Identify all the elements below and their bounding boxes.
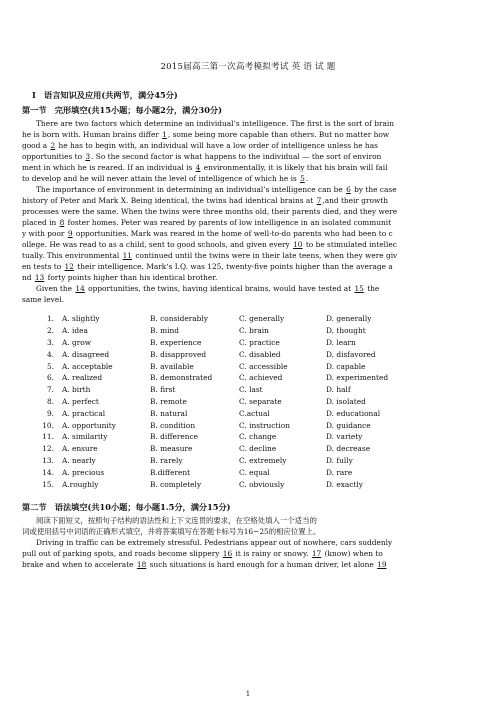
line-text: y with poor <box>22 229 67 238</box>
text-line <box>22 294 474 305</box>
option-row <box>22 419 474 431</box>
option-choice: B. demonstrated <box>150 373 213 383</box>
question-number: 5. <box>46 361 54 371</box>
line-text: same level. <box>22 295 64 304</box>
text-line <box>22 515 474 526</box>
line-text: , some being more capable than others. But no matter how <box>167 130 390 139</box>
text-line <box>22 526 474 537</box>
option-choice: A. similarity <box>62 432 108 442</box>
line-text: to be stimulated intellec <box>303 240 397 249</box>
line-text: foster homes. Peter was reared by parents of low intelligence in an isolated communit <box>65 218 392 227</box>
text-line <box>22 559 474 570</box>
line-text: . So the second factor is what happens to the individual — the sort of environ <box>91 152 382 161</box>
option-row <box>22 407 474 419</box>
option-choice: D. guidance <box>326 420 371 430</box>
blank-number: 9 <box>67 229 73 238</box>
option-choice: B. natural <box>150 408 188 418</box>
option-choice: A. practical <box>62 408 106 418</box>
option-row <box>22 337 474 349</box>
option-choice: B. condition <box>150 420 196 430</box>
option-row <box>22 384 474 396</box>
option-choice: B. disapproved <box>150 349 207 359</box>
line-text: history of Peter and Mark X. Being identical, the twins had identical brains at <box>22 196 316 205</box>
text-line <box>22 162 474 173</box>
blank-number: 16 <box>222 548 233 558</box>
line-text: tually. This environmental <box>22 251 122 260</box>
option-choice: B. measure <box>150 444 193 454</box>
line-text: opportunities to <box>22 152 85 161</box>
line-text: it is rainy or snowy. <box>233 548 311 558</box>
option-row <box>22 466 474 478</box>
option-choice: A. disagreed <box>62 349 110 359</box>
line-text: to develop and he will never attain the level of intelligence of which he is <box>22 174 300 183</box>
option-row <box>22 325 474 337</box>
question-number: 10. <box>42 420 54 430</box>
part2-heading: 第二节 语法填空(共10小题；每小题1.5分，满分15分) <box>22 501 231 512</box>
text-line <box>22 129 474 140</box>
option-choice: D. capable <box>326 361 366 371</box>
line-text: . <box>305 174 309 183</box>
option-choice: C. last <box>239 385 263 395</box>
line-text: ment in which he is reared. If an individual is <box>22 163 195 172</box>
blank-number: 3 <box>85 152 91 161</box>
line-text: continued until the twins were in their late teens, when they were giv <box>133 251 398 260</box>
question-number: 3. <box>46 337 54 347</box>
option-choice: A. grow <box>62 337 92 347</box>
line-text: such situations is hard enough for a human driver, let alone <box>147 559 377 569</box>
blank-number: 17 <box>311 548 322 558</box>
line-text: he is born with. Human brains differ <box>22 130 162 139</box>
question-number: 11. <box>42 432 54 442</box>
text-line <box>22 272 474 283</box>
text-line <box>22 206 474 217</box>
line-text: (know) when to <box>322 548 383 558</box>
exam-title: 2015届高三第一次高考模拟考试 英 语 试 题 <box>160 62 336 72</box>
blank-number: 19 <box>377 559 387 569</box>
line-text: 词或使用括号中词语的正确形式填空，并将答案填写在答题卡标号为16~25的相应位置上。 <box>22 526 321 536</box>
text-line <box>22 173 474 184</box>
option-row <box>22 360 474 372</box>
blank-number: 13 <box>34 273 45 282</box>
line-text: There are two factors which determine an individual’s intelligence. The first is the sort of brain <box>36 119 395 128</box>
blank-number: 14 <box>75 284 85 293</box>
option-choice: D. disfavored <box>326 349 376 359</box>
text-line <box>22 184 474 195</box>
option-choice: A. opportunity <box>62 420 116 430</box>
line-text: the <box>364 284 380 293</box>
option-row <box>22 396 474 408</box>
option-choice: C. obviously <box>239 479 285 489</box>
line-text: pull out of parking spots, and roads become slippery <box>22 548 222 558</box>
option-choice: D. learn <box>326 337 356 347</box>
line-text: by the case <box>351 185 397 194</box>
line-text: The importance of environment in determining an individual’s intelligence can be <box>36 185 346 194</box>
option-choice: D. variety <box>326 432 363 442</box>
line-text: processes were the same. When the twins were three months old, their parents died, and they were <box>22 207 398 216</box>
section-heading: Ⅰ 语言知识及应用(共两节，满分45分) <box>32 90 178 100</box>
text-line <box>22 283 474 294</box>
option-choice: C.actual <box>239 408 270 418</box>
text-line <box>22 261 474 272</box>
text-line <box>22 118 474 129</box>
line-text: opportunities, the twins, having identical brains, would have tested at <box>85 284 354 293</box>
option-choice: C. disabled <box>239 349 281 359</box>
option-choice: C. change <box>239 432 277 442</box>
option-choice: D. fully <box>326 455 353 465</box>
blank-number: 1 <box>162 130 167 139</box>
text-line <box>22 217 474 228</box>
question-number: 14. <box>42 467 54 477</box>
question-number: 1. <box>46 314 54 324</box>
option-choice: B. remote <box>150 396 187 406</box>
option-choice: D. half <box>326 385 351 395</box>
option-choice: C. achieved <box>239 373 283 383</box>
line-text: good a <box>22 141 50 150</box>
option-choice: C. practice <box>239 337 280 347</box>
blank-number: 7 <box>316 196 322 205</box>
option-choice: A. birth <box>62 385 91 395</box>
option-row <box>22 455 474 467</box>
line-text: placed in <box>22 218 59 227</box>
text-line <box>22 239 474 250</box>
blank-number: 12 <box>64 262 74 271</box>
option-choice: B. completely <box>150 479 202 489</box>
line-text: ollege. He was read to as a child, sent to good schools, and given every <box>22 240 293 249</box>
question-number: 15. <box>42 479 54 489</box>
question-number: 7. <box>46 385 54 395</box>
option-choice: B. mind <box>150 326 179 336</box>
line-text: Driving in traffic can be extremely stressful. Pedestrians appear out of nowhere, cars suddenly <box>36 537 393 547</box>
option-choice: A.roughly <box>62 479 99 489</box>
option-choice: C. brain <box>239 326 269 336</box>
question-number: 8. <box>46 396 54 406</box>
line-text: opportunities. Mark was reared in the home of well-to-do parents who had been to c <box>73 229 393 238</box>
option-choice: C. generally <box>239 314 285 324</box>
cloze-passage <box>22 118 474 305</box>
option-row <box>22 348 474 360</box>
option-choice: D. educational <box>326 408 381 418</box>
question-number: 9. <box>46 408 54 418</box>
option-row <box>22 478 474 490</box>
grammar-passage <box>22 515 474 570</box>
option-choice: A. idea <box>62 326 88 336</box>
option-choice: A. nearly <box>62 455 96 465</box>
page-number: 1 <box>245 690 251 698</box>
option-choice: A. perfect <box>62 396 99 406</box>
blank-number: 11 <box>122 251 133 260</box>
option-choice: C. instruction <box>239 420 290 430</box>
line-text: Given the <box>36 284 75 293</box>
blank-number: 2 <box>50 141 56 150</box>
option-choice: D. isolated <box>326 396 366 406</box>
text-line <box>22 140 474 151</box>
text-line <box>22 195 474 206</box>
line-text: 阅读下面短文，按照句子结构的语法性和上下文连贯的要求，在空格处填入一个适当的 <box>36 515 317 525</box>
option-choice: C. separate <box>239 396 282 406</box>
question-number: 13. <box>42 455 54 465</box>
option-choice: B.different <box>150 467 191 477</box>
option-choice: B. experience <box>150 337 202 347</box>
blank-number: 6 <box>346 185 351 194</box>
option-choice: A. precious <box>62 467 105 477</box>
option-choice: B. available <box>150 361 194 371</box>
blank-number: 15 <box>354 284 364 293</box>
option-row <box>22 443 474 455</box>
question-number: 2. <box>46 326 54 336</box>
option-choice: C. equal <box>239 467 270 477</box>
text-line <box>22 228 474 239</box>
option-choice: A. acceptable <box>62 361 113 371</box>
option-row <box>22 313 474 325</box>
blank-number: 4 <box>195 163 201 172</box>
line-text: he has to begin with, an individual will have a low order of intelligence unless he has <box>56 141 378 150</box>
part1-heading: 第一节 完形填空(共15小题；每小题2分，满分30分) <box>22 105 222 115</box>
blank-number: 10 <box>293 240 303 249</box>
option-choice: D. decrease <box>326 444 371 454</box>
option-choice: D. generally <box>326 314 372 324</box>
text-line <box>22 151 474 162</box>
option-choice: D. thought <box>326 326 366 336</box>
option-choice: A. ensure <box>62 444 98 454</box>
line-text: forty points higher than his identical brother. <box>45 273 218 282</box>
line-text: environmentally, it is likely that his brain will fail <box>201 163 388 172</box>
option-choice: D. rare <box>326 467 353 477</box>
text-line <box>22 250 474 261</box>
text-line <box>22 548 474 559</box>
line-text: nd <box>22 273 34 282</box>
blank-number: 8 <box>59 218 65 227</box>
question-number: 12. <box>42 444 54 454</box>
option-choice: B. first <box>150 385 176 395</box>
option-choice: A. slightly <box>62 314 100 324</box>
blank-number: 5 <box>300 174 305 183</box>
option-row <box>22 431 474 443</box>
line-text: their intelligence. Mark‘s I.Q. was 125, twenty-five points higher than the average a <box>74 262 393 271</box>
option-choice: B. considerably <box>150 314 208 324</box>
line-text: brake and when to accelerate <box>22 559 136 569</box>
options-table <box>22 313 474 490</box>
line-text: en tests to <box>22 262 64 271</box>
option-choice: B. rarely <box>150 455 183 465</box>
question-number: 4. <box>46 349 54 359</box>
line-text: ,and their growth <box>322 196 389 205</box>
option-choice: B. difference <box>150 432 199 442</box>
blank-number: 18 <box>136 559 147 569</box>
option-choice: D. exactly <box>326 479 363 489</box>
question-number: 6. <box>46 373 54 383</box>
option-choice: D. experimented <box>326 373 389 383</box>
option-choice: C. decline <box>239 444 277 454</box>
option-row <box>22 372 474 384</box>
text-line <box>22 537 474 548</box>
option-choice: C. accessible <box>239 361 288 371</box>
option-choice: C. extremely <box>239 455 287 465</box>
option-choice: A. realized <box>62 373 103 383</box>
